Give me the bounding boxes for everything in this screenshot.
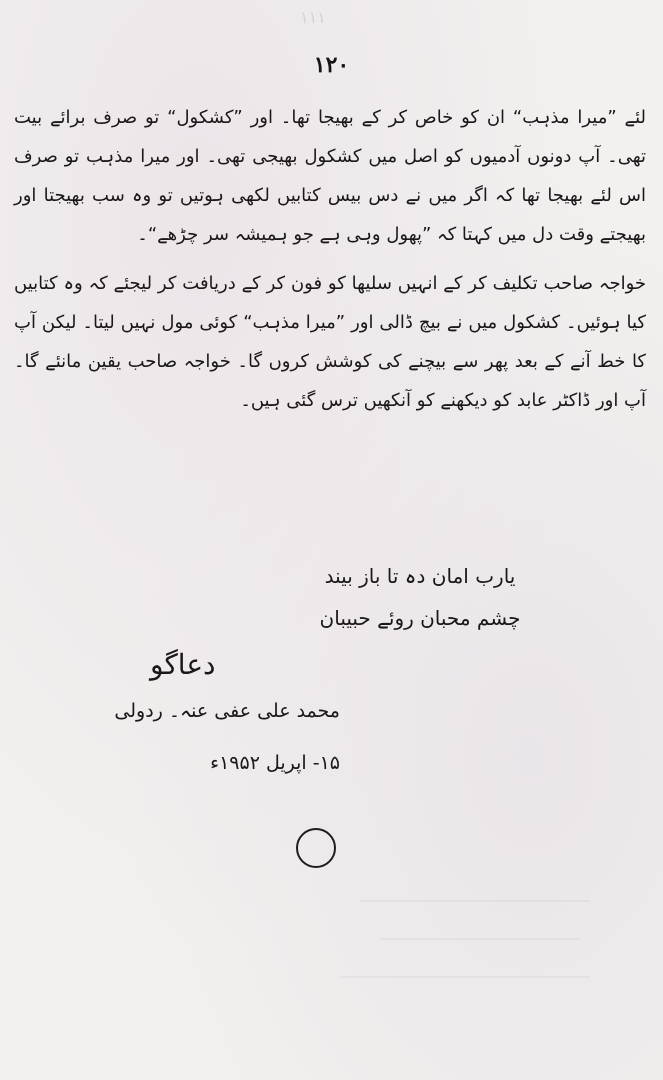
bleed-through-shadow <box>340 976 590 978</box>
signature-line: محمد علی عفی عنہ۔ ردولی <box>114 700 340 722</box>
letter-date: ۱۵- اپریل ۱۹۵۲ء <box>210 752 340 774</box>
letter-paragraph-1: لئے ”میرا مذہب“ ان کو خاص کر کے بھیجا تھا۔ اور ”کشکول“ تو صرف برائے بیت تھی۔ آپ دونوں آدمیوں کو اصل میں کشکول بھیجی تھی۔ اور میرا مذہب تو صرف اس لئے بھیجا تھا کہ اگر میں نے دس بیس کتابیں لکھی ہوتیں تو وہ سب بھیجتا اور بھیجتے وقت دل میں کہتا کہ ”پھول وہی ہے جو ہمیشہ سر چڑھے“۔ <box>14 107 646 245</box>
couplet-line-2: چشم محبان روئے حبیبان <box>319 606 521 630</box>
page-number: ١٢٠ <box>313 52 350 78</box>
couplet-line-1: یارب امان دہ تا باز بیند <box>324 564 516 588</box>
persian-couplet <box>270 555 570 639</box>
bleed-through-shadow <box>360 900 590 902</box>
letter-body <box>14 98 646 430</box>
page-circle-mark <box>296 828 336 868</box>
letter-paragraph-2: خواجہ صاحب تکلیف کر کے انہیں سلیھا کو فون کر کے دریافت کر لیجئے کہ وہ کتابیں کیا ہوئیں۔ کشکول میں نے بیچ ڈالی اور ”میرا مذہب“ کوئی مول نہیں لیتا۔ لیکن آپ کا خط آنے کے بعد پھر سے بیچنے کی کوشش کروں گا۔ خواجہ صاحب یقین مانئے گا۔ آپ اور ڈاکٹر عابد کو دیکھنے کو آنکھیں ترس گئی ہیں۔ <box>14 273 646 411</box>
closing-salutation: دعاگو <box>150 648 216 681</box>
bleed-through-shadow <box>380 938 580 940</box>
bleed-through-page-number: ۱۱۱ <box>300 8 326 27</box>
